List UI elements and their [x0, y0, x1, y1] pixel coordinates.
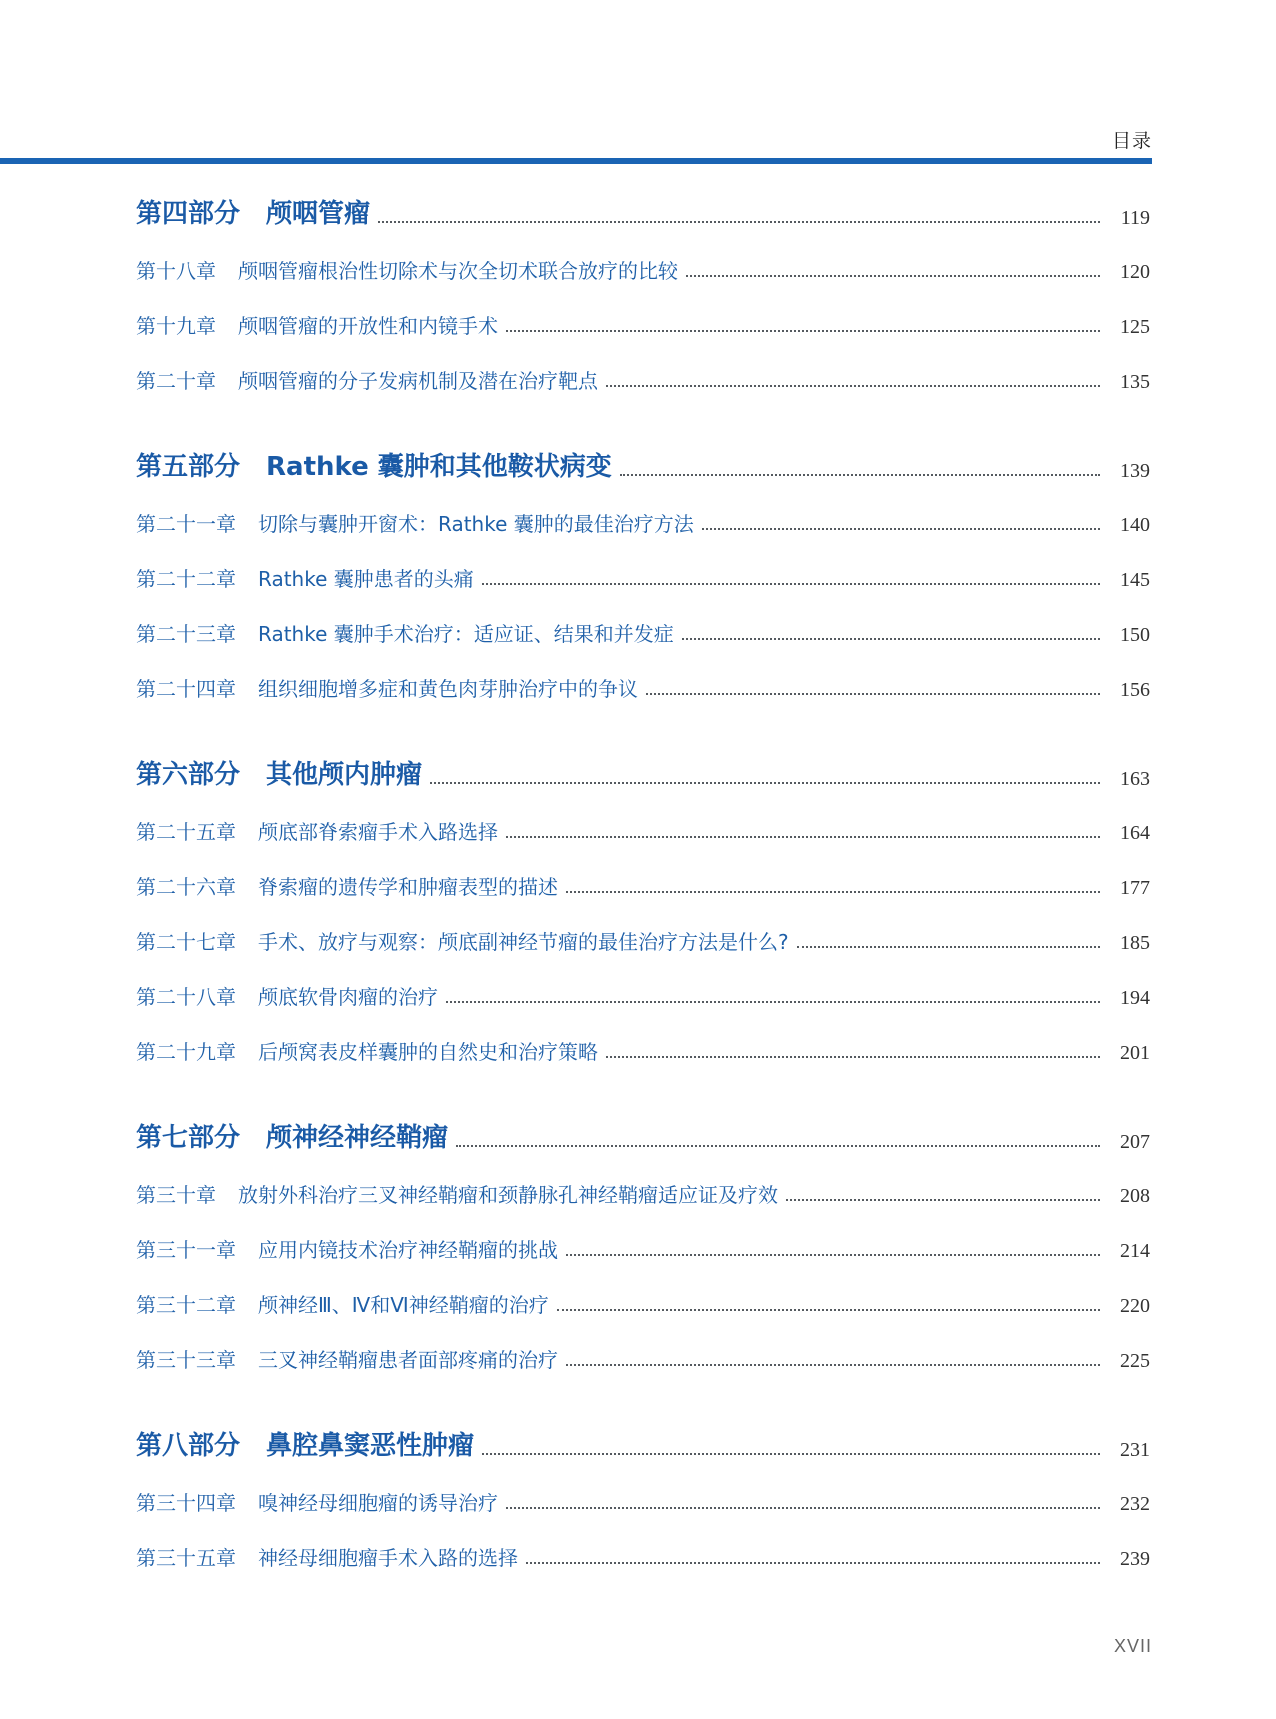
toc-chapter-number: 第二十七章 — [136, 930, 236, 954]
toc-chapter-entry[interactable] — [136, 1327, 1150, 1382]
toc-page-number: 214 — [1120, 1240, 1150, 1262]
toc-page-number: 201 — [1120, 1042, 1150, 1064]
toc-page-number: 194 — [1120, 987, 1150, 1009]
toc-chapter-title: 脊索瘤的遗传学和肿瘤表型的描述 — [258, 875, 558, 899]
toc-part-number: 第四部分 — [136, 199, 241, 229]
toc-page-number: 125 — [1120, 316, 1150, 338]
toc-page-number: 185 — [1120, 932, 1150, 954]
toc-page-number: 177 — [1120, 877, 1150, 899]
toc-chapter-entry[interactable] — [136, 491, 1150, 546]
toc-part-title: 颅咽管瘤 — [266, 199, 371, 229]
toc-part — [136, 1114, 1150, 1382]
toc-chapter-number: 第二十四章 — [136, 677, 236, 701]
toc-page-number: 156 — [1120, 679, 1150, 701]
toc-chapter-title: 应用内镜技术治疗神经鞘瘤的挑战 — [258, 1238, 558, 1262]
toc-chapter-entry[interactable] — [136, 1272, 1150, 1327]
toc-page-number: 135 — [1120, 371, 1150, 393]
dot-leader — [702, 528, 1100, 530]
toc-chapter-entry[interactable] — [136, 293, 1150, 348]
toc-chapter-entry[interactable] — [136, 909, 1150, 964]
toc-page-number: 145 — [1120, 569, 1150, 591]
toc-part-label — [136, 1117, 448, 1154]
toc-chapter-title: 颅咽管瘤根治性切除术与次全切术联合放疗的比较 — [238, 259, 678, 283]
toc-chapter-title: 颅神经Ⅲ、Ⅳ和Ⅵ神经鞘瘤的治疗 — [258, 1293, 549, 1317]
toc-chapter-entry[interactable] — [136, 1470, 1150, 1525]
toc-chapter-label — [136, 508, 694, 537]
toc-chapter-number: 第十八章 — [136, 259, 216, 283]
toc-chapter-label — [136, 1234, 558, 1263]
page-number-folio: XVII — [1113, 1636, 1152, 1656]
toc-chapter-label — [136, 981, 438, 1010]
toc-page-number: 231 — [1120, 1439, 1150, 1461]
toc-part — [136, 1422, 1150, 1580]
toc-chapter-number: 第三十四章 — [136, 1491, 236, 1515]
dot-leader — [378, 221, 1100, 223]
toc-chapter-title: 后颅窝表皮样囊肿的自然史和治疗策略 — [258, 1040, 598, 1064]
toc-chapter-label — [136, 255, 678, 284]
toc-chapter-entry[interactable] — [136, 348, 1150, 403]
dot-leader — [620, 474, 1100, 476]
toc-chapter-title: 颅咽管瘤的分子发病机制及潜在治疗靶点 — [238, 369, 598, 393]
toc-chapter-number: 第二十一章 — [136, 512, 236, 536]
toc-chapter-label — [136, 1487, 498, 1516]
toc-page-number: 208 — [1120, 1185, 1150, 1207]
dot-leader — [506, 836, 1100, 838]
toc-chapter-label — [136, 1036, 598, 1065]
toc-chapter-number: 第十九章 — [136, 314, 216, 338]
table-of-contents — [136, 190, 1150, 1620]
toc-chapter-label — [136, 871, 558, 900]
toc-chapter-number: 第三十二章 — [136, 1293, 236, 1317]
toc-chapter-number: 第三十一章 — [136, 1238, 236, 1262]
toc-part — [136, 751, 1150, 1074]
toc-chapter-entry[interactable] — [136, 546, 1150, 601]
dot-leader — [482, 1453, 1100, 1455]
toc-chapter-title: 组织细胞增多症和黄色肉芽肿治疗中的争议 — [258, 677, 638, 701]
header-rule — [0, 158, 1152, 164]
toc-part-label — [136, 446, 612, 483]
toc-chapter-label — [136, 1542, 518, 1571]
toc-part-title: Rathke 囊肿和其他鞍状病变 — [266, 452, 612, 482]
toc-chapter-entry[interactable] — [136, 1162, 1150, 1217]
toc-chapter-title: 三叉神经鞘瘤患者面部疼痛的治疗 — [258, 1348, 558, 1372]
toc-page-number: 207 — [1120, 1131, 1150, 1153]
toc-page-number: 119 — [1120, 207, 1150, 229]
toc-chapter-number: 第二十八章 — [136, 985, 236, 1009]
toc-part-number: 第六部分 — [136, 760, 241, 790]
toc-chapter-entry[interactable] — [136, 964, 1150, 1019]
dot-leader — [686, 275, 1100, 277]
toc-part-entry[interactable] — [136, 751, 1150, 799]
running-header-title: 目录 — [1111, 130, 1152, 152]
toc-part-number: 第八部分 — [136, 1431, 241, 1461]
toc-page-number: 163 — [1120, 768, 1150, 790]
toc-page-number: 220 — [1120, 1295, 1150, 1317]
toc-chapter-label — [136, 618, 674, 647]
toc-part-title: 颅神经神经鞘瘤 — [266, 1123, 449, 1153]
dot-leader — [446, 1001, 1100, 1003]
dot-leader — [506, 330, 1100, 332]
toc-chapter-label — [136, 926, 789, 955]
toc-part-entry[interactable] — [136, 1422, 1150, 1470]
toc-chapter-label — [136, 365, 598, 394]
toc-part-label — [136, 193, 370, 230]
toc-page-number: 120 — [1120, 261, 1150, 283]
dot-leader — [526, 1562, 1100, 1564]
toc-chapter-entry[interactable] — [136, 238, 1150, 293]
toc-chapter-entry[interactable] — [136, 1217, 1150, 1272]
toc-chapter-entry[interactable] — [136, 1019, 1150, 1074]
dot-leader — [456, 1145, 1100, 1147]
toc-chapter-number: 第二十三章 — [136, 622, 236, 646]
dot-leader — [606, 385, 1100, 387]
toc-page-number: 164 — [1120, 822, 1150, 844]
toc-chapter-label — [136, 310, 498, 339]
toc-chapter-title: 嗅神经母细胞瘤的诱导治疗 — [258, 1491, 498, 1515]
toc-chapter-number: 第二十二章 — [136, 567, 236, 591]
toc-part — [136, 443, 1150, 711]
toc-chapter-title: 手术、放疗与观察：颅底副神经节瘤的最佳治疗方法是什么? — [258, 930, 789, 954]
toc-part-label — [136, 1425, 474, 1462]
toc-chapter-title: Rathke 囊肿手术治疗：适应证、结果和并发症 — [258, 622, 674, 646]
toc-part-entry[interactable] — [136, 1114, 1150, 1162]
toc-page-number: 150 — [1120, 624, 1150, 646]
dot-leader — [682, 638, 1100, 640]
toc-part-entry[interactable] — [136, 443, 1150, 491]
toc-chapter-number: 第三十章 — [136, 1183, 216, 1207]
toc-chapter-number: 第三十五章 — [136, 1546, 236, 1570]
dot-leader — [797, 946, 1100, 948]
toc-chapter-entry[interactable] — [136, 601, 1150, 656]
toc-chapter-title: 颅咽管瘤的开放性和内镜手术 — [238, 314, 498, 338]
toc-chapter-entry[interactable] — [136, 1525, 1150, 1580]
toc-chapter-entry[interactable] — [136, 799, 1150, 854]
toc-chapter-title: 放射外科治疗三叉神经鞘瘤和颈静脉孔神经鞘瘤适应证及疗效 — [238, 1183, 778, 1207]
toc-part-label — [136, 754, 422, 791]
dot-leader — [646, 693, 1100, 695]
toc-page-number: 140 — [1120, 514, 1150, 536]
toc-page-number: 139 — [1120, 460, 1150, 482]
toc-page-number: 239 — [1120, 1548, 1150, 1570]
dot-leader — [506, 1507, 1100, 1509]
toc-chapter-entry[interactable] — [136, 656, 1150, 711]
toc-chapter-title: Rathke 囊肿患者的头痛 — [258, 567, 474, 591]
dot-leader — [786, 1199, 1100, 1201]
toc-chapter-label — [136, 816, 498, 845]
toc-part-entry[interactable] — [136, 190, 1150, 238]
toc-part-number: 第五部分 — [136, 452, 241, 482]
toc-page-number: 225 — [1120, 1350, 1150, 1372]
toc-part-title: 其他颅内肿瘤 — [266, 760, 423, 790]
dot-leader — [606, 1056, 1100, 1058]
toc-chapter-label — [136, 673, 638, 702]
dot-leader — [557, 1309, 1100, 1311]
toc-chapter-number: 第二十六章 — [136, 875, 236, 899]
toc-chapter-title: 颅底软骨肉瘤的治疗 — [258, 985, 438, 1009]
toc-chapter-entry[interactable] — [136, 854, 1150, 909]
toc-part-number: 第七部分 — [136, 1123, 241, 1153]
dot-leader — [566, 1254, 1100, 1256]
dot-leader — [566, 1364, 1100, 1366]
toc-chapter-label — [136, 1179, 778, 1208]
toc-chapter-label — [136, 1344, 558, 1373]
toc-chapter-number: 第三十三章 — [136, 1348, 236, 1372]
toc-chapter-title: 颅底部脊索瘤手术入路选择 — [258, 820, 498, 844]
dot-leader — [430, 782, 1100, 784]
toc-chapter-number: 第二十章 — [136, 369, 216, 393]
toc-page-number: 232 — [1120, 1493, 1150, 1515]
toc-part — [136, 190, 1150, 403]
toc-chapter-number: 第二十五章 — [136, 820, 236, 844]
toc-chapter-label — [136, 563, 474, 592]
toc-chapter-title: 切除与囊肿开窗术：Rathke 囊肿的最佳治疗方法 — [258, 512, 694, 536]
toc-chapter-label — [136, 1289, 549, 1318]
toc-chapter-title: 神经母细胞瘤手术入路的选择 — [258, 1546, 518, 1570]
dot-leader — [482, 583, 1100, 585]
dot-leader — [566, 891, 1100, 893]
toc-chapter-number: 第二十九章 — [136, 1040, 236, 1064]
toc-part-title: 鼻腔鼻窦恶性肿瘤 — [266, 1431, 475, 1461]
